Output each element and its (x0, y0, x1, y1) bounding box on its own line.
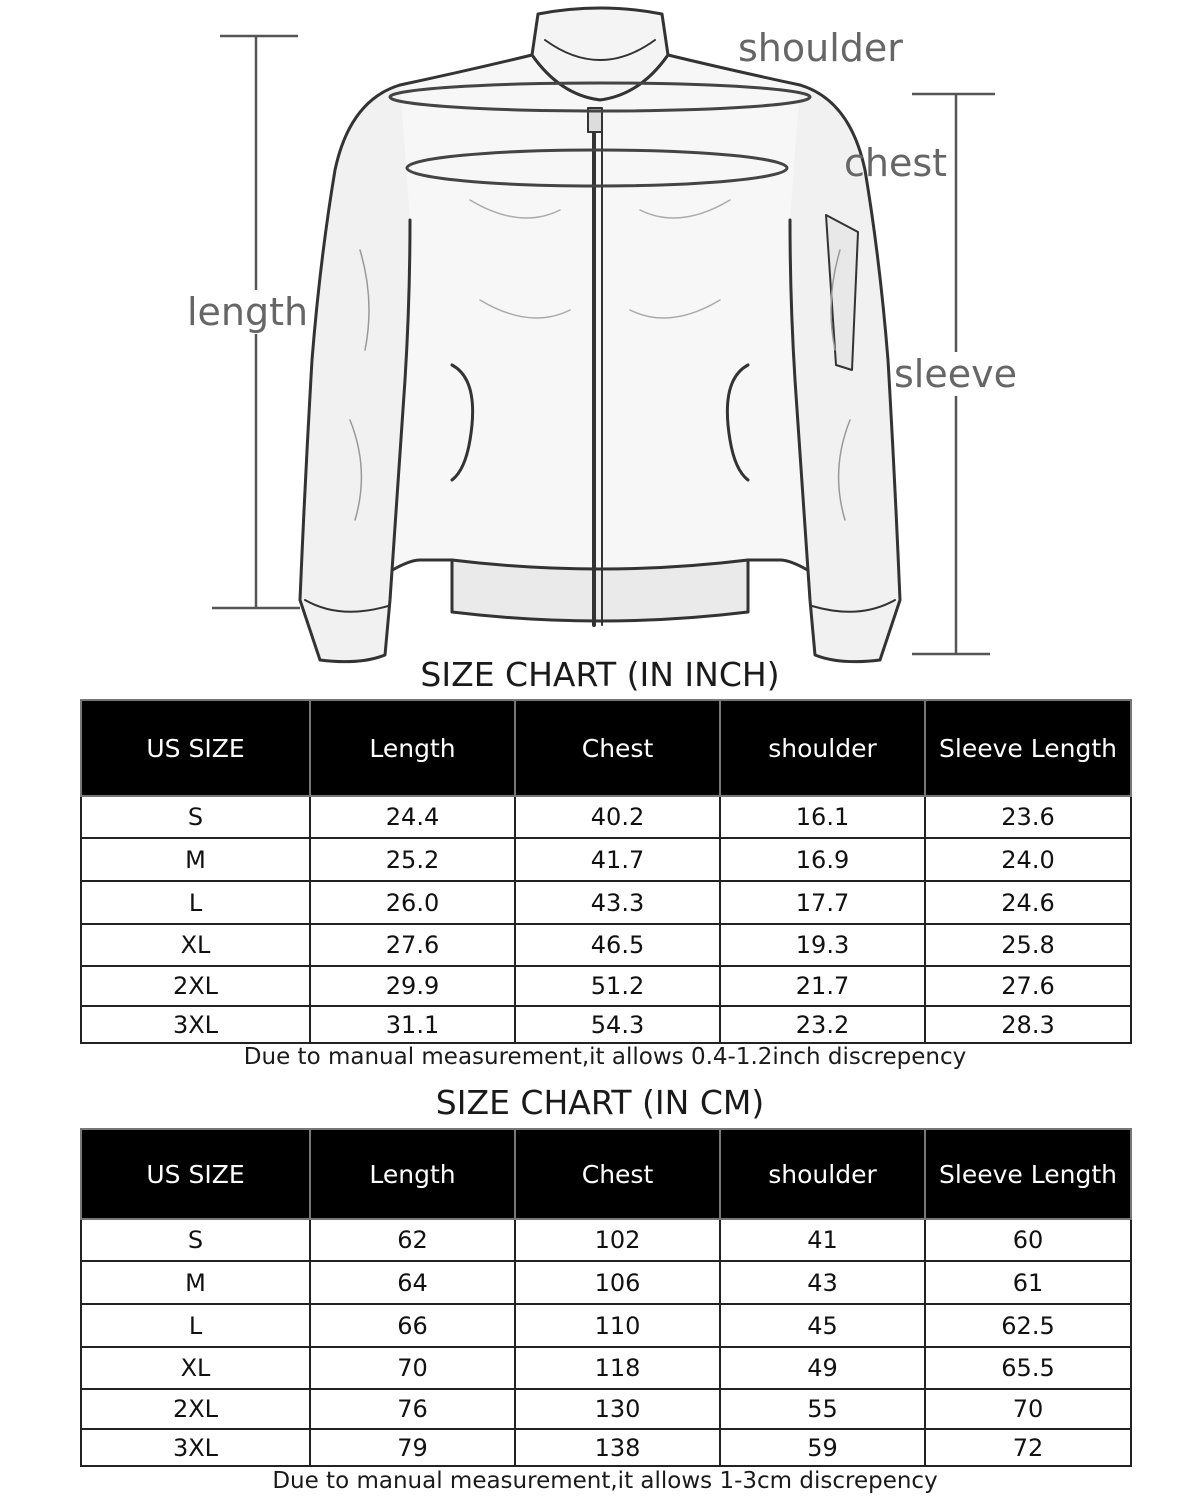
sleeve-cell: 23.6 (925, 796, 1131, 838)
chest-cell: 138 (515, 1429, 720, 1466)
table-row (81, 1304, 1131, 1347)
length-cell: 62 (310, 1219, 515, 1261)
cm-chart-title: SIZE CHART (IN CM) (435, 1083, 765, 1122)
chest-label: chest (844, 141, 948, 185)
jacket-left-sleeve (300, 85, 410, 662)
sleeve-label: sleeve (894, 352, 1017, 396)
chest-cell: 54.3 (515, 1006, 720, 1043)
sleeve-cell: 24.6 (925, 881, 1131, 924)
size-cell: M (81, 1261, 310, 1304)
size-cell: M (81, 838, 310, 881)
sleeve-cell: 24.0 (925, 838, 1131, 881)
length-cell: 31.1 (310, 1006, 515, 1043)
table-row (81, 1006, 1131, 1043)
sleeve-cell: 62.5 (925, 1304, 1131, 1347)
shoulder-cell: 19.3 (720, 924, 925, 966)
table-header-row (81, 700, 1131, 796)
shoulder-cell: 41 (720, 1219, 925, 1261)
header-us-size: US SIZE (81, 1129, 310, 1219)
length-cell: 76 (310, 1389, 515, 1429)
length-label: length (187, 290, 309, 334)
shoulder-cell: 17.7 (720, 881, 925, 924)
table-row (81, 924, 1131, 966)
table-header-row (81, 1129, 1131, 1219)
length-cell: 29.9 (310, 966, 515, 1006)
table-row (81, 1429, 1131, 1466)
chest-cell: 118 (515, 1347, 720, 1389)
size-cell: L (81, 1304, 310, 1347)
table-row (81, 1261, 1131, 1304)
shoulder-cell: 43 (720, 1261, 925, 1304)
table-row (81, 796, 1131, 838)
size-cell: S (81, 1219, 310, 1261)
inch-chart-title: SIZE CHART (IN INCH) (420, 655, 780, 694)
sleeve-cell: 70 (925, 1389, 1131, 1429)
header-chest: Chest (515, 1129, 720, 1219)
table-row (81, 966, 1131, 1006)
chest-cell: 51.2 (515, 966, 720, 1006)
shoulder-cell: 21.7 (720, 966, 925, 1006)
table-row (81, 1219, 1131, 1261)
length-cell: 79 (310, 1429, 515, 1466)
length-cell: 25.2 (310, 838, 515, 881)
chest-cell: 110 (515, 1304, 720, 1347)
length-cell: 26.0 (310, 881, 515, 924)
header-us-size: US SIZE (81, 700, 310, 796)
chest-cell: 41.7 (515, 838, 720, 881)
length-cell: 66 (310, 1304, 515, 1347)
length-cell: 70 (310, 1347, 515, 1389)
sleeve-cell: 65.5 (925, 1347, 1131, 1389)
header-shoulder: shoulder (720, 700, 925, 796)
shoulder-cell: 23.2 (720, 1006, 925, 1043)
shoulder-cell: 49 (720, 1347, 925, 1389)
shoulder-label: shoulder (738, 26, 903, 70)
header-sleeve-length: Sleeve Length (925, 1129, 1131, 1219)
header-sleeve-length: Sleeve Length (925, 700, 1131, 796)
shoulder-cell: 16.9 (720, 838, 925, 881)
size-cell: L (81, 881, 310, 924)
header-shoulder: shoulder (720, 1129, 925, 1219)
sleeve-cell: 72 (925, 1429, 1131, 1466)
sleeve-cell: 25.8 (925, 924, 1131, 966)
shoulder-cell: 16.1 (720, 796, 925, 838)
table-row (81, 1389, 1131, 1429)
jacket-waistband (452, 560, 748, 621)
header-length: Length (310, 700, 515, 796)
size-cell: 2XL (81, 966, 310, 1006)
header-length: Length (310, 1129, 515, 1219)
size-cell: XL (81, 924, 310, 966)
size-cell: S (81, 796, 310, 838)
cm-discrepancy-note: Due to manual measurement,it allows 1-3cm discrepency (272, 1468, 938, 1494)
table-row (81, 1347, 1131, 1389)
sleeve-cell: 28.3 (925, 1006, 1131, 1043)
size-cell: XL (81, 1347, 310, 1389)
shoulder-cell: 59 (720, 1429, 925, 1466)
size-cell: 2XL (81, 1389, 310, 1429)
jacket-illustration (0, 0, 1200, 665)
sleeve-cell: 27.6 (925, 966, 1131, 1006)
chest-cell: 43.3 (515, 881, 720, 924)
inch-size-table (80, 699, 1132, 1044)
sleeve-cell: 60 (925, 1219, 1131, 1261)
size-cell: 3XL (81, 1429, 310, 1466)
chest-cell: 130 (515, 1389, 720, 1429)
header-chest: Chest (515, 700, 720, 796)
chest-cell: 40.2 (515, 796, 720, 838)
table-row (81, 838, 1131, 881)
chest-cell: 46.5 (515, 924, 720, 966)
shoulder-cell: 45 (720, 1304, 925, 1347)
size-cell: 3XL (81, 1006, 310, 1043)
cm-size-table (80, 1128, 1132, 1467)
sleeve-cell: 61 (925, 1261, 1131, 1304)
chest-cell: 102 (515, 1219, 720, 1261)
length-cell: 24.4 (310, 796, 515, 838)
length-cell: 64 (310, 1261, 515, 1304)
inch-discrepancy-note: Due to manual measurement,it allows 0.4-1.2inch discrepency (243, 1044, 967, 1070)
table-row (81, 881, 1131, 924)
shoulder-cell: 55 (720, 1389, 925, 1429)
chest-cell: 106 (515, 1261, 720, 1304)
length-cell: 27.6 (310, 924, 515, 966)
